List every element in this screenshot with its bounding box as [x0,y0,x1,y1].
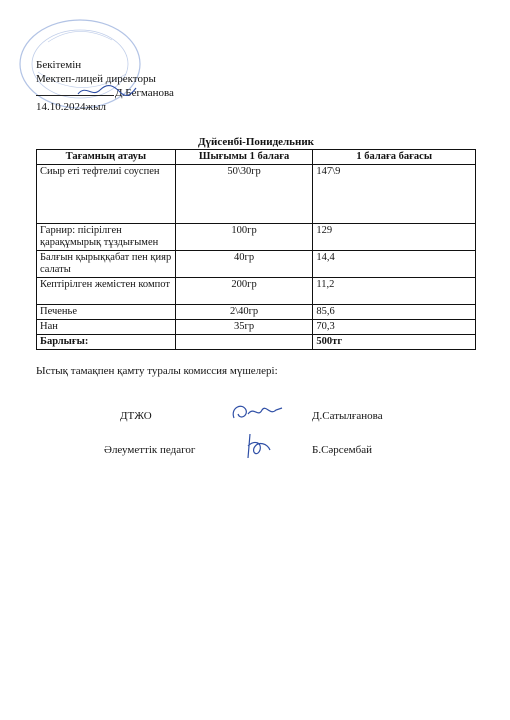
member-name: Д.Сатылғанова [312,410,383,422]
dish-yield: 40гр [175,251,313,278]
dish-name: Кептірілген жемістен компот [37,278,176,305]
director-signature [74,82,138,100]
table-row [37,251,476,278]
member-signature [228,400,286,426]
director-name: Д.Бегманова [115,87,174,99]
table-header-row [37,150,476,165]
header-yield: Шығымы 1 балаға [175,150,313,165]
member-signature [240,430,274,462]
approval-date: 14.10.2024жыл [36,101,106,113]
menu-table [36,149,476,350]
total-row [37,335,476,350]
dish-yield: 35гр [175,320,313,335]
total-value: 500тг [313,335,476,350]
dish-price: 70,3 [313,320,476,335]
dish-price: 147\9 [313,165,476,224]
approval-title: Бекітемін [36,59,82,71]
table-row [37,305,476,320]
menu-day-title: Дүйсенбі-Понидельник [197,136,315,148]
total-empty-cell [175,335,313,350]
dish-price: 11,2 [313,278,476,305]
dish-price: 85,6 [313,305,476,320]
dish-yield: 2\40гр [175,305,313,320]
table-row [37,224,476,251]
commission-heading: Ыстық тамақпен қамту туралы комиссия мүшелері: [36,365,278,377]
member-name: Б.Сәрсембай [312,444,373,456]
dish-name: Сиыр еті тефтелиі соуспен [37,165,176,224]
header-price: 1 балаға бағасы [313,150,476,165]
member-role: ДТЖО [120,410,152,422]
dish-yield: 50\30гр [175,165,313,224]
member-role: Әлеуметтік педагог [104,444,196,456]
dish-name: Печенье [37,305,176,320]
dish-name: Нан [37,320,176,335]
dish-name: Гарнир: пісірілген қарақұмырық тұздығымен [37,224,176,251]
dish-price: 14,4 [313,251,476,278]
dish-yield: 200гр [175,278,313,305]
dish-name: Балғын қырыққабат пен қияр салаты [37,251,176,278]
total-label: Барлығы: [37,335,176,350]
dish-price: 129 [313,224,476,251]
table-row [37,165,476,224]
approval-position: Мектеп-лицей директоры [36,73,156,85]
table-row [37,320,476,335]
table-row [37,278,476,305]
dish-yield: 100гр [175,224,313,251]
header-dish-name: Тағамның атауы [37,150,176,165]
